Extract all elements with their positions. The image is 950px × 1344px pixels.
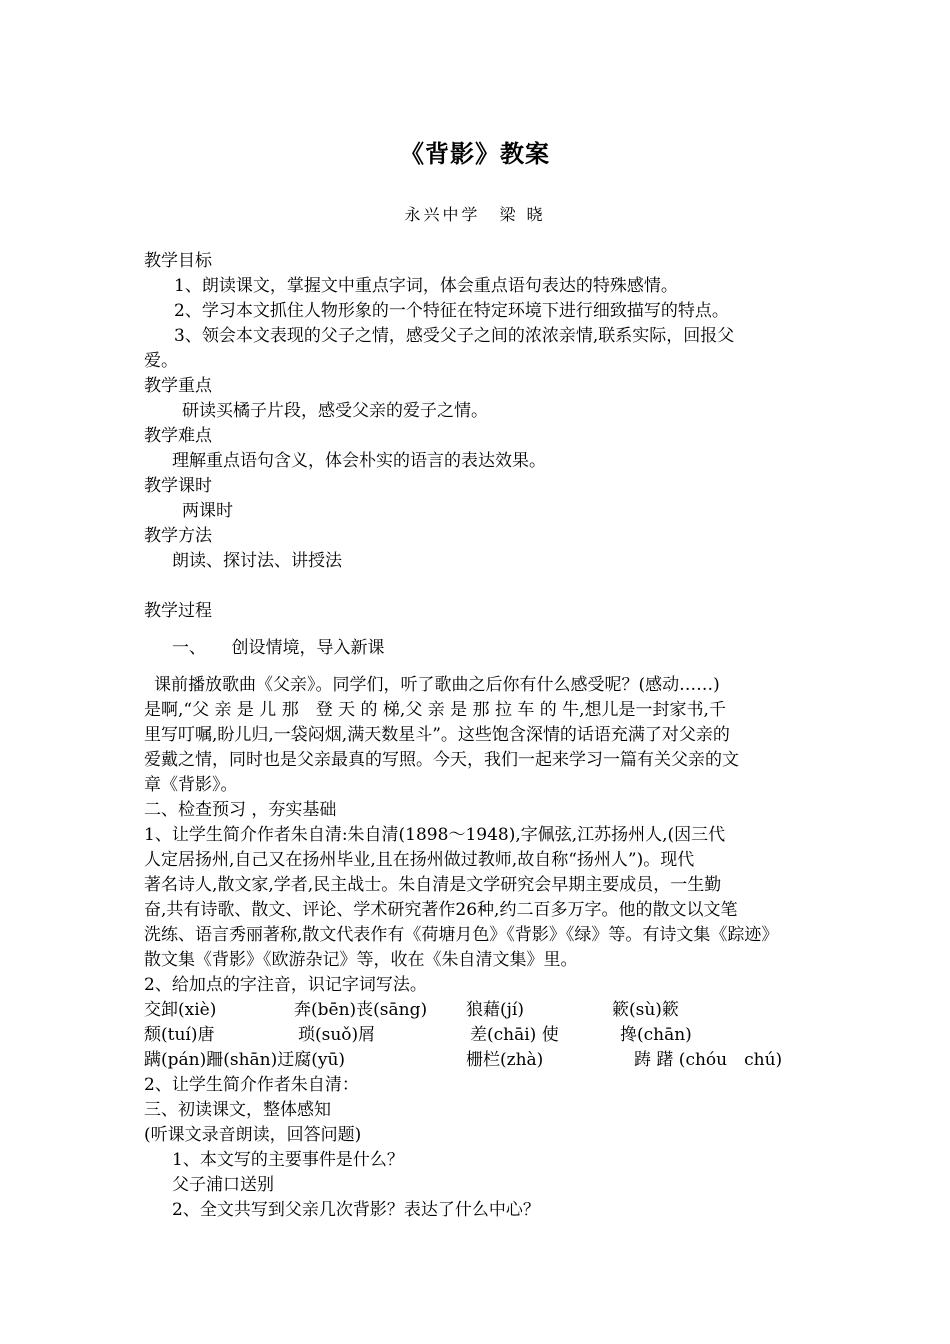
author-intro-line: 著名诗人,散文家,学者,民主战士。朱自清是文学研究会早期主要成员，一生勤 [144,875,722,895]
method-text: 朗读、探讨法、讲授法 [172,551,342,571]
vocab-word: 差(chāi) 使 [470,1025,559,1045]
vocab-word: 蹒(pán)跚(shān)迂腐(yū) [144,1050,346,1070]
vocab-word: 簌(sù)簌 [612,1000,679,1020]
intro-line: 爱戴之情，同时也是父亲最真的写照。今天，我们一起来学习一篇有关父亲的文 [144,750,739,770]
difficulty-heading: 教学难点 [144,426,212,446]
question-1: 1、本文写的主要事件是什么？ [172,1150,404,1170]
vocab-word: 栅栏(zhà) [466,1050,544,1070]
key-point-text: 研读买橘子片段，感受父亲的爱子之情。 [182,401,488,421]
answer-1: 父子浦口送别 [172,1175,274,1195]
difficulty-text: 理解重点语句含义，体会朴实的语言的表达效果。 [172,451,546,471]
hours-text: 两课时 [182,501,233,521]
intro-line: 章《背影》。 [144,775,238,795]
step2-heading: 二、检查预习 ，夯实基础 [144,800,337,820]
vocab-row [144,1048,810,1073]
method-heading: 教学方法 [144,526,212,546]
vocab-word: 踌 躇 (chóu chú) [634,1050,783,1070]
spacer [144,624,810,636]
vocab-word: 交卸(xiè) [144,1000,217,1020]
vocab-word: 奔(bēn)丧(sāng) [294,1000,428,1020]
spacer [144,574,810,599]
author-intro-line: 奋,共有诗歌、散文、评论、学术研究著作26种,约二百多万字。他的散文以文笔 [144,900,738,920]
vocab-word: 搀(chān) [620,1025,692,1045]
hours-heading: 教学课时 [144,476,212,496]
vocab-row [144,1023,810,1048]
goal-item: 3、领会本文表现的父子之情，感受父子之间的浓浓亲情,联系实际，回报父 [174,326,735,346]
author-intro-line: 散文集《背影》《欧游杂记》等，收在《朱自清文集》里。 [144,950,578,970]
author-intro-line: 人定居扬州,自己又在扬州毕业,且在扬州做过教师,故自称“扬州人”)。现代 [144,850,695,870]
question-2: 2、全文共写到父亲几次背影？表达了什么中心？ [172,1200,540,1220]
document-body [144,249,810,1223]
goals-heading: 教学目标 [144,251,212,271]
goal-item-continued: 爱。 [144,351,178,371]
pinyin-task: 2、给加点的字注音，识记字词写法。 [144,975,427,995]
vocab-row [144,998,810,1023]
author-intro-line: 1、让学生简介作者朱自清:朱自清(1898～1948),字佩弦,江苏扬州人,(因三代 [144,825,726,845]
intro-line: 是啊,“父 亲 是 儿 那 登 天 的 梯,父 亲 是 那 拉 车 的 牛,想儿是一封家书,千 [144,700,726,720]
spacer [144,661,810,673]
intro-line: 里写叮嘱,盼儿归,一袋闷烟,满天数星斗”。这些饱含深情的话语充满了对父亲的 [144,725,730,745]
step3-heading: 三、初读课文，整体感知 [144,1100,331,1120]
author-intro-line: 洗练、语言秀丽著称,散文代表作有《荷塘月色》《背影》《绿》等。有诗文集《踪迹》 [144,925,779,945]
document-title: 《背影》教案 [400,139,550,168]
goal-item: 2、学习本文抓住人物形象的一个特征在特定环境下进行细致描写的特点。 [174,301,729,321]
vocab-word: 琐(suǒ)屑 [298,1025,376,1045]
vocab-word: 狼藉(jí) [466,1000,524,1020]
step3-note: (听课文录音朗读，回答问题) [144,1125,362,1145]
process-heading: 教学过程 [144,601,212,621]
goal-item: 1、朗读课文，掌握文中重点字词，体会重点语句表达的特殊感情。 [174,276,678,296]
step1-heading: 一、 创设情境，导入新课 [172,638,385,658]
vocab-word: 颓(tuí)唐 [144,1025,215,1045]
author-intro-task: 2、让学生简介作者朱自清： [144,1075,359,1095]
intro-line: 课前播放歌曲《父亲》。同学们，听了歌曲之后你有什么感受呢？(感动……) [154,675,720,695]
key-point-heading: 教学重点 [144,376,212,396]
author-line: 永兴中学 梁 晓 [404,205,546,224]
